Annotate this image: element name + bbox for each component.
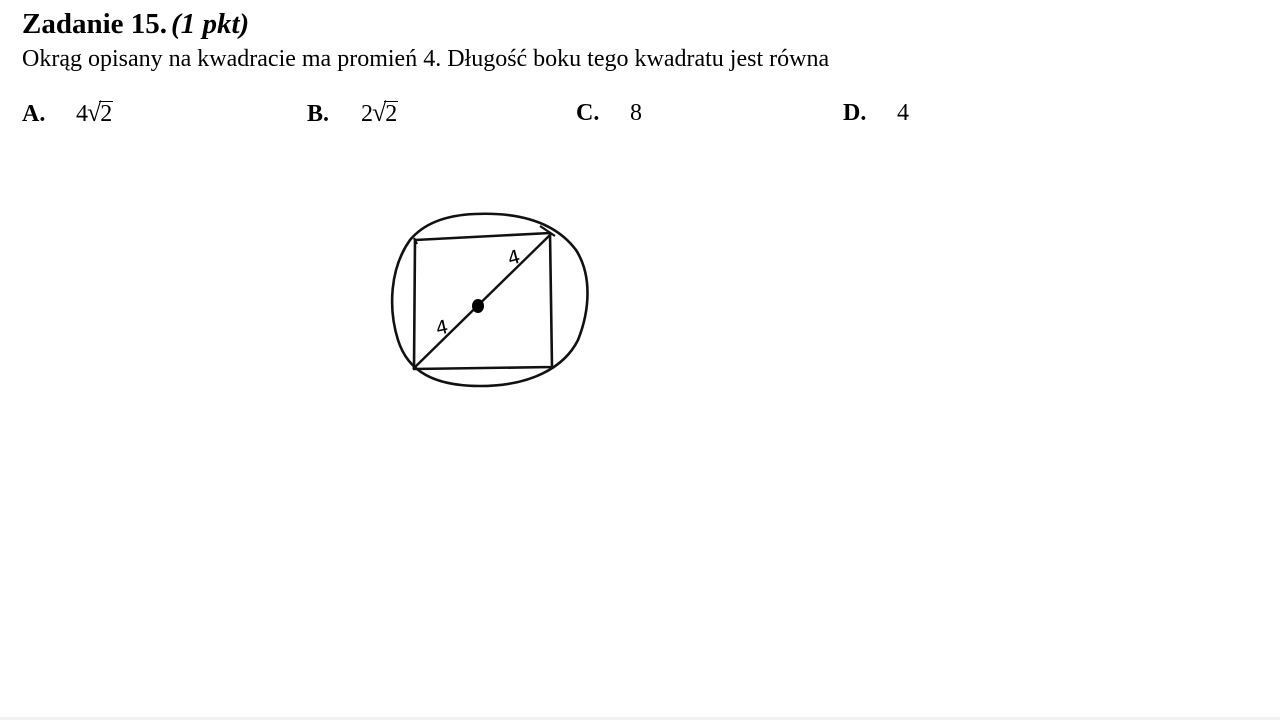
answer-b-coef: 2 xyxy=(361,101,373,127)
answer-c-value: 8 xyxy=(630,100,642,126)
task-title xyxy=(22,6,249,42)
answer-d-letter: D. xyxy=(843,100,867,126)
answer-a[interactable] xyxy=(22,96,113,131)
answer-a-value xyxy=(76,96,113,131)
answer-d-value: 4 xyxy=(897,100,909,126)
answer-a-radicand: 2 xyxy=(100,101,113,127)
answer-b-radicand: 2 xyxy=(385,101,398,127)
task-points: (1 pkt) xyxy=(171,8,250,40)
answer-a-letter: A. xyxy=(22,101,46,127)
answer-c[interactable] xyxy=(576,96,642,130)
circle-square-sketch xyxy=(380,200,600,400)
sqrt-icon: √2 xyxy=(372,98,398,127)
answer-d[interactable] xyxy=(843,96,909,130)
answer-options xyxy=(0,96,1280,132)
task-number: Zadanie 15. xyxy=(22,8,168,40)
answer-b[interactable] xyxy=(307,96,398,131)
answer-c-letter: C. xyxy=(576,100,600,126)
answer-a-coef: 4 xyxy=(76,101,88,127)
task-question: Okrąg opisany na kwadracie ma promień 4. Długość boku tego kwadratu jest równa xyxy=(22,46,830,72)
center-point xyxy=(472,299,484,313)
answer-b-value xyxy=(361,96,398,131)
answer-b-letter: B. xyxy=(307,101,330,127)
sqrt-icon: √2 xyxy=(87,98,113,127)
radius-label-upper: 4 xyxy=(505,245,523,271)
radius-label-lower: 4 xyxy=(433,315,451,341)
